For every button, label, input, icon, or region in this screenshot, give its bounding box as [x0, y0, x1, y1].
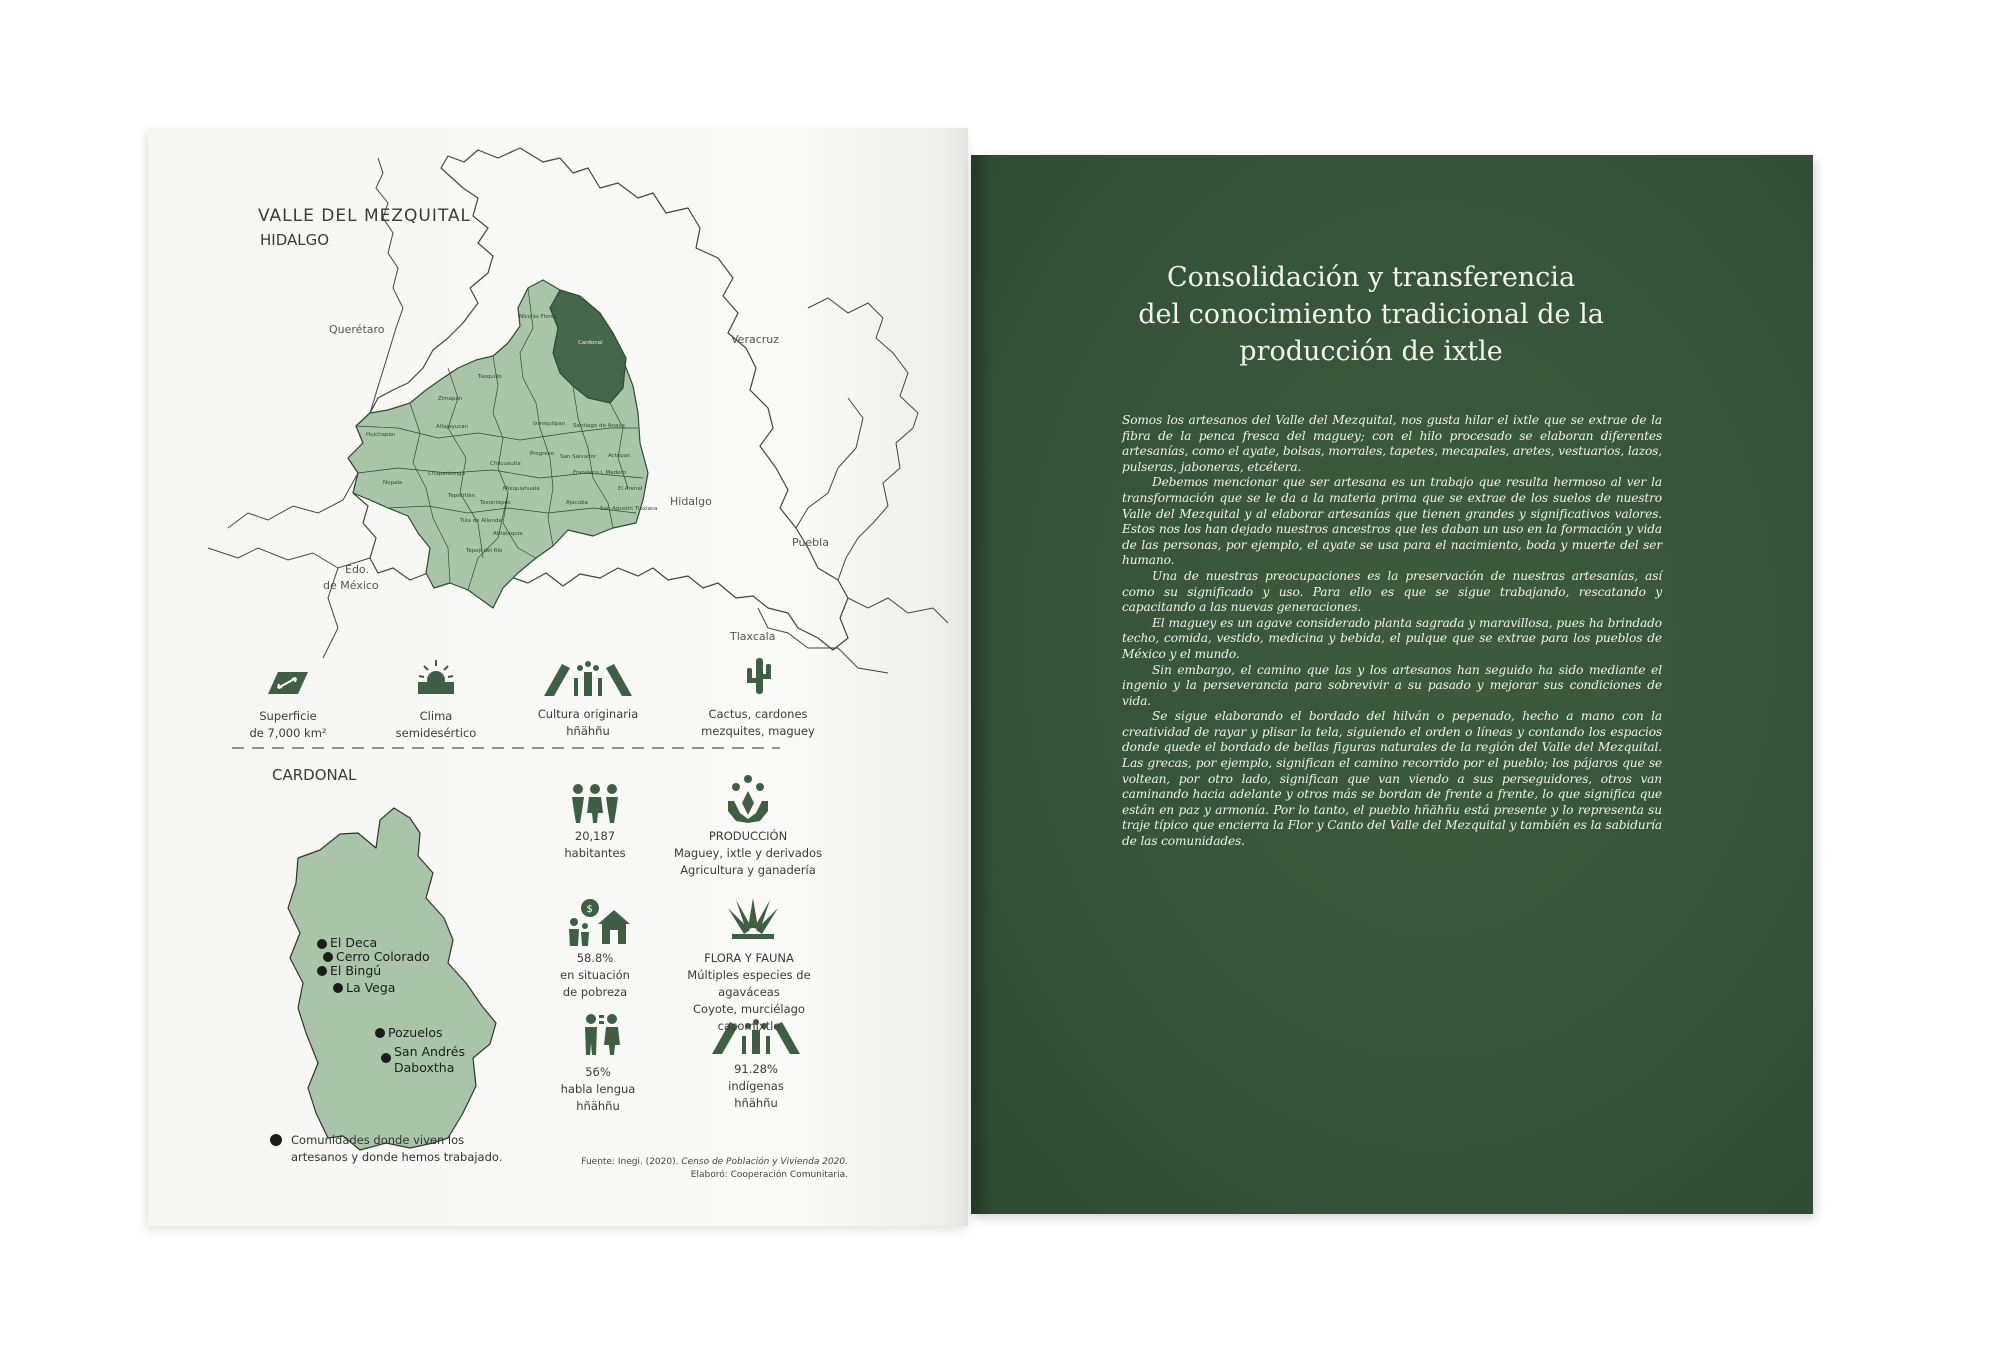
region-subtitle: HIDALGO [260, 231, 330, 249]
stat-population-label: habitantes [564, 846, 626, 860]
muni-santiago-anaya: Santiago de Anaya [573, 423, 625, 429]
muni-ixmiquilpan: Ixmiquilpan [533, 421, 566, 427]
community-la-vega: La Vega [346, 980, 396, 995]
stat-poverty [535, 950, 655, 1001]
article-title-line3: producción de ixtle [1239, 336, 1503, 367]
stat-indigenous [696, 1061, 816, 1112]
stat-production-line1: Maguey, ixtle y derivados [673, 846, 823, 860]
source-prefix: Fuente: Inegi. (2020). [581, 1157, 679, 1167]
paragraph-1: Somos los artesanos del Valle del Mezquital, nos gusta hilar el ixtle que se extrae de la fibra de la penca fresca del maguey; con el hilo procesado se elaboran diferentes artesanías, como el ayate, bolsas, morrales, tapetes, mecapales, aretes, vestuarios, lazos, pulseras, jaboneras, etcétera. [1122, 413, 1662, 474]
tlaxcala-border [758, 608, 888, 673]
muni-huichapan: Huichapan [366, 432, 396, 438]
paragraph-5: Sin embargo, el camino que las y los artesanos han seguido ha sido mediante el ingenio y la perseverancia para sobrevivir a su pasado y mejorar sus condiciones de vida. [1122, 662, 1662, 708]
stat-language-line2: hñähñu [576, 1099, 620, 1113]
source-line1 [548, 1156, 848, 1169]
dot-la-vega [333, 983, 343, 993]
queretaro-border [370, 158, 403, 413]
article-body [1122, 413, 1662, 850]
stat-poverty-value: 58.8% [576, 951, 614, 965]
community-daboxtha: Daboxtha [394, 1060, 455, 1075]
cardonal-title: CARDONAL [272, 766, 357, 784]
article-title-line2: del conocimiento tradicional de la [1138, 299, 1604, 330]
muni-chilcuautla: Chilcuautla [490, 461, 521, 467]
dot-san-andres [381, 1053, 391, 1063]
dot-legend [270, 1134, 282, 1146]
stat-flora-title: FLORA Y FAUNA [704, 951, 794, 965]
legend-line1: Comunidades donde viven los [291, 1133, 465, 1147]
stat-language [543, 1064, 653, 1115]
muni-tepetitlan: Tepetitlán [448, 493, 475, 499]
dot-cerro-colorado [323, 952, 333, 962]
community-san-andres: San Andrés [394, 1044, 465, 1059]
people-icon [570, 783, 620, 827]
poverty-house-icon [568, 898, 632, 950]
fact-flora-caption [688, 706, 828, 740]
sun-desert-icon [416, 658, 456, 700]
culture-birds-icon [540, 658, 636, 702]
muni-tasquillo: Tasquillo [478, 374, 502, 380]
surface-icon [266, 668, 310, 702]
muni-tezontepec: Tezontepec [480, 500, 511, 506]
muni-chapantongo: Chapantongo [428, 471, 465, 477]
left-page [148, 128, 968, 1226]
stat-population-value: 20,187 [574, 829, 616, 843]
fact-climate-line1: Clima [419, 709, 453, 723]
stat-flora [656, 950, 842, 1035]
stat-poverty-line2: de pobreza [562, 985, 628, 999]
community-el-bingu: El Bingú [330, 963, 382, 978]
muni-tepeji: Tepeji del Río [466, 548, 503, 554]
agave-icon [728, 898, 778, 944]
article-title [1091, 259, 1651, 370]
muni-ajacuba: Ajacuba [566, 500, 589, 506]
community-cerro-colorado: Cerro Colorado [336, 949, 430, 964]
fact-flora-line2: mezquites, maguey [701, 724, 815, 738]
muni-actopan: Actopan [608, 453, 631, 459]
legend-line2: artesanos y donde hemos trabajado. [291, 1150, 503, 1164]
muni-atitalaquia: Atitalaquia [493, 531, 523, 537]
fact-culture-line2: hñähñu [566, 724, 610, 738]
language-people-icon [582, 1013, 622, 1059]
label-edomex-1: Edo. [345, 563, 369, 576]
label-puebla: Puebla [792, 536, 829, 549]
muni-nopala: Nopala [383, 480, 403, 486]
stat-production-line2: Agricultura y ganadería [680, 863, 816, 877]
fact-culture-line1: Cultura originaria [537, 707, 639, 721]
label-tlaxcala: Tlaxcala [730, 630, 776, 643]
paragraph-4: El maguey es un agave considerado planta sagrada y maravillosa, pues ha brindado techo, comida, vestido, medicina y bebida, el pulque que se extrae para los pueblos de México y el mundo. [1122, 615, 1662, 661]
muni-san-salvador: San Salvador [560, 454, 597, 460]
source-note [548, 1156, 848, 1182]
muni-progreso: Progreso [530, 451, 554, 457]
fact-surface-caption [228, 708, 348, 742]
muni-alfajayucan: Alfajayucan [436, 424, 469, 430]
dot-pozuelos [375, 1028, 385, 1038]
source-credit: Elaboró: Cooperación Comunitaria. [690, 1170, 848, 1180]
cactus-icon [744, 656, 774, 700]
stat-indigenous-value: 91.28% [734, 1062, 778, 1076]
svg-text:$: $ [586, 904, 593, 915]
muni-tula: Tula de Allende [460, 518, 502, 524]
community-pozuelos: Pozuelos [388, 1025, 443, 1040]
muni-san-agustin: San Agustín Tlaxiaca [600, 506, 658, 512]
label-queretaro: Querétaro [329, 323, 385, 336]
stat-production-title: PRODUCCIÓN [708, 829, 788, 843]
region-title: VALLE DEL MEZQUITAL [258, 206, 472, 226]
right-page [971, 155, 1813, 1214]
paragraph-3: Una de nuestras preocupaciones es la preservación de nuestras artesanías, así como su significado y uso. Para ello es que se sigue trabajando, rescatando y capacitando a las nuevas generaciones. [1122, 568, 1662, 615]
stat-flora-line3: cacomixtle [717, 1019, 781, 1033]
label-veracruz: Veracruz [731, 333, 780, 346]
muni-mixquiahuala: Mixquiahuala [503, 486, 540, 492]
community-el-deca: El Deca [330, 935, 378, 950]
cardonal-map [288, 808, 496, 1150]
stat-indigenous-line2: hñähñu [734, 1096, 778, 1110]
fact-climate-caption [376, 708, 496, 742]
veracruz-border-2 [796, 398, 863, 528]
fact-flora-line1: Cactus, cardones [708, 707, 808, 721]
label-hidalgo: Hidalgo [670, 495, 712, 508]
stat-language-line1: habla lengua [560, 1082, 636, 1096]
dot-el-bingu [317, 966, 327, 976]
stat-language-value: 56% [585, 1065, 611, 1079]
stat-poverty-line1: en situación [560, 968, 630, 982]
puebla-border [848, 598, 948, 623]
muni-fco-madero: Francisco I. Madero [573, 470, 627, 476]
map-legend [291, 1132, 502, 1166]
fact-surface-line2: de 7,000 km² [249, 726, 327, 740]
production-hands-icon [726, 773, 770, 827]
source-title: Censo de Población y Vivienda 2020. [681, 1157, 848, 1167]
dot-el-deca [317, 939, 327, 949]
fact-climate-line2: semidesértico [395, 726, 477, 740]
stat-flora-line1: Múltiples especies de agaváceas [687, 968, 811, 999]
muni-el-arenal: El Arenal [618, 486, 643, 492]
gutter-shadow [971, 155, 993, 1214]
stat-population [535, 828, 655, 862]
muni-zimapan: Zimapán [438, 396, 463, 402]
stat-indigenous-line1: indígenas [728, 1079, 784, 1093]
fact-surface-line1: Superficie [259, 709, 317, 723]
stat-flora-line2: Coyote, murciélago [693, 1002, 805, 1016]
label-edomex-2: de México [323, 579, 379, 592]
muni-nicolas-flores: Nicolás Flores [519, 314, 557, 320]
muni-cardonal: Cardonal [578, 340, 603, 346]
paragraph-6: Se sigue elaborando el bordado del hilván o pepenado, hecho a mano con la creatividad de rayar y plisar la tela, siguiendo el orden o líneas y contando los espacios donde quede el bordado de bellas figuras naturales de la región del Valle del Mezquital. Las grecas, por ejemplo, significan el camino recorrido por el pueblo; los pájaros que se voltean, por otro lado, significan que van viendo a sus perseguidores, otros van caminando hacia adelante y otros más se bordan de frente a frente, lo que significa que están en paz y armonía. Por lo tanto, el pueblo hñähñu está presente y lo representa su traje típico que encierra la Flor y Canto del Valle del Mezquital y también es la sabiduría de las comunidades. [1122, 709, 1662, 849]
fact-culture-caption [518, 706, 658, 740]
paragraph-2: Debemos mencionar que ser artesana es un trabajo que resulta hermoso al ver la transformación que se le da a la materia prima que se extrae de los suelos de nuestro Valle del Mezquital y al elaborar artesanías que tienen grandes y significativos valores. Estos nos los han dejado nuestros ancestros que les daban un uso en la formación y vida de las personas, por ejemplo, el ayate se usa para el nacimiento, boda y muerte del ser humano. [1122, 475, 1662, 568]
stat-production [668, 828, 828, 879]
article-title-line1: Consolidación y transferencia [1166, 262, 1576, 293]
